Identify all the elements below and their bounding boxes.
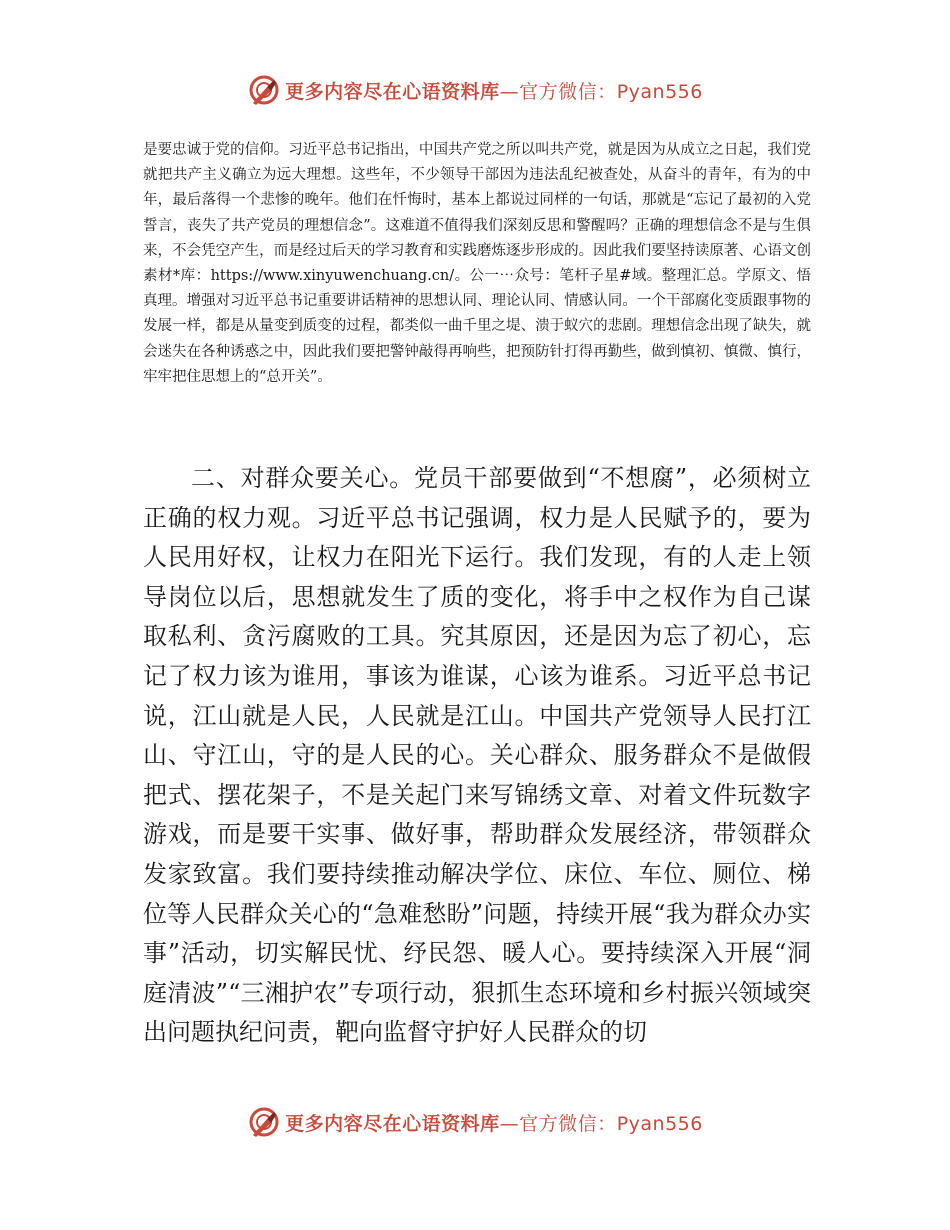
footer-watermark-banner <box>0 1102 950 1142</box>
header-watermark-banner <box>0 70 950 110</box>
banner-text <box>285 77 703 104</box>
banner-wechat-id: Pyan556 <box>616 1112 703 1135</box>
banner-wechat-label: 官方微信： <box>519 1112 617 1135</box>
banner-main-text: 更多内容尽在心语资料库 <box>285 1112 500 1135</box>
pen-circle-logo-icon <box>247 1105 281 1139</box>
pen-circle-logo-icon <box>247 73 281 107</box>
banner-text <box>285 1109 703 1136</box>
banner-separator: — <box>499 1112 520 1135</box>
body-paragraph-2: 二、对群众要关心。党员干部要做到“不想腐”，必须树立正确的权力观。习近平总书记强调，权力是人民赋予的，要为人民用好权，让权力在阳光下运行。我们发现，有的人走上领导岗位以后，思想就发生了质的变化，将手中之权作为自己谋取私利、贪污腐败的工具。究其原因，还是因为忘了初心，忘记了权力该为谁用，事该为谁谋，心该为谁系。习近平总书记说，江山就是人民，人民就是江山。中国共产党领导人民打江山、守江山，守的是人民的心。关心群众、服务群众不是做假把式、摆花架子，不是关起门来写锦绣文章、对着文件玩数字游戏，而是要干实事、做好事，帮助群众发展经济，带领群众发家致富。我们要持续推动解决学位、床位、车位、厕位、梯位等人民群众关心的“急难愁盼”问题，持续开展“我为群众办实事”活动，切实解民忧、纾民怨、暖人心。要持续深入开展“洞庭清波”“三湘护农”专项行动，狠抓生态环境和乡村振兴领域突出问题执纪问责，靶向监督守护好人民群众的切 <box>143 464 811 1047</box>
banner-wechat-label: 官方微信： <box>519 80 617 103</box>
banner-main-text: 更多内容尽在心语资料库 <box>285 80 500 103</box>
banner-wechat-id: Pyan556 <box>616 80 703 103</box>
banner-separator: — <box>499 80 520 103</box>
body-paragraph-1: 是要忠诚于党的信仰。习近平总书记指出，中国共产党之所以叫共产党，就是因为从成立之日起，我们党就把共产主义确立为远大理想。这些年，不少领导干部因为违法乱纪被查处，从奋斗的青年，有为的中年，最后落得一个悲惨的晚年。他们在忏悔时，基本上都说过同样的一句话，那就是“忘记了最初的入党誓言，丧失了共产党员的理想信念”。这难道不值得我们深刻反思和警醒吗？正确的理想信念不是与生俱来，不会凭空产生，而是经过后天的学习教育和实践磨炼逐步形成的。因此我们要坚持读原著、心语文创素材*库：https://www.xinyuwenchuang.cn/。公一⋯众号：笔杆子星#域。整理汇总。学原文、悟真理。增强对习近平总书记重要讲话精神的思想认同、理论认同、情感认同。一个干部腐化变质跟事物的发展一样，都是从量变到质变的过程，都类似一曲千里之堤、溃于蚁穴的悲剧。理想信念出现了缺失，就会迷失在各种诱惑之中，因此我们要把警钟敲得再响些，把预防针打得再勤些，做到慎初、慎微、慎行，牢牢把住思想上的“总开关”。 <box>143 142 811 385</box>
